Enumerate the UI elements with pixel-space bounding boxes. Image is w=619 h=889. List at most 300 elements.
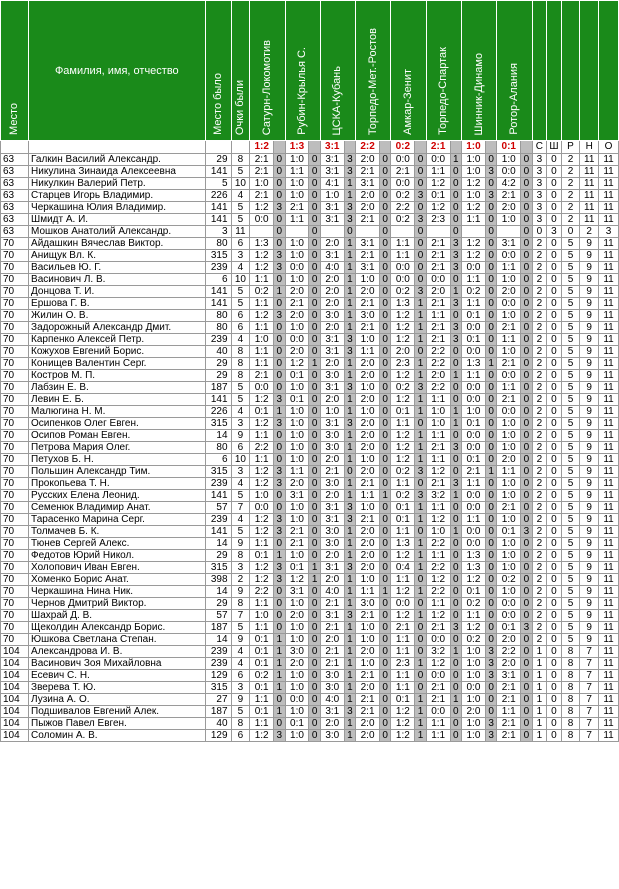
place-before-cell: 315	[205, 562, 231, 574]
header-blank-4	[580, 1, 599, 141]
stat-sh-cell: 0	[547, 370, 562, 382]
prediction-points-cell: 0	[274, 190, 285, 202]
stat-sh-cell: 0	[547, 310, 562, 322]
prediction-cell: 1:2	[250, 202, 274, 214]
header-points-before: Очки были	[231, 1, 250, 141]
prediction-points-cell: 3	[344, 334, 355, 346]
points-before-cell: 4	[231, 478, 250, 490]
points-before-cell: 3	[231, 418, 250, 430]
stat-sh-cell: 0	[547, 190, 562, 202]
prediction-points-cell: 0	[380, 538, 391, 550]
prediction-cell: 1:1	[391, 478, 415, 490]
stat-sh-cell: 0	[547, 154, 562, 166]
prediction-cell: 2:0	[320, 550, 344, 562]
prediction-points-cell: 3	[415, 382, 426, 394]
place-before-cell: 5	[205, 178, 231, 190]
prediction-points-cell: 3	[450, 298, 461, 310]
prediction-cell: 2:0	[356, 358, 380, 370]
prediction-points-cell: 0	[309, 538, 320, 550]
prediction-points-cell: 1	[344, 634, 355, 646]
stat-r-cell: 5	[561, 394, 580, 406]
stat-s-cell: 2	[532, 262, 547, 274]
prediction-cell: 2:0	[356, 286, 380, 298]
prediction-cell: 1:1	[497, 466, 521, 478]
prediction-cell: 2:1	[497, 190, 521, 202]
prediction-cell: 1:1	[426, 598, 450, 610]
prediction-points-cell: 3	[485, 190, 496, 202]
prediction-cell: 1:2	[462, 622, 486, 634]
prediction-cell: 1:0	[462, 154, 486, 166]
prediction-cell: 2:0	[426, 286, 450, 298]
prediction-points-cell: 3	[415, 490, 426, 502]
prediction-points-cell: 0	[274, 382, 285, 394]
prediction-cell: 0:0	[462, 682, 486, 694]
table-row	[1, 394, 619, 406]
stat-s-cell: 2	[532, 274, 547, 286]
stat-r-cell: 5	[561, 334, 580, 346]
stat-n-cell: 9	[580, 286, 599, 298]
prediction-cell: 2:0	[285, 478, 309, 490]
prediction-cell: 0:0	[497, 166, 521, 178]
prediction-cell: 2:1	[356, 214, 380, 226]
prediction-points-cell: 0	[521, 610, 532, 622]
prediction-points-cell: 0	[309, 154, 320, 166]
stat-o-cell: 11	[599, 250, 619, 262]
prediction-points-cell: 0	[309, 706, 320, 718]
name-cell: Задорожный Александр Дмит.	[29, 322, 206, 334]
prediction-cell: 0:0	[391, 274, 415, 286]
result-gap	[521, 141, 532, 154]
name-cell: Малюгина Н. М.	[29, 406, 206, 418]
prediction-cell: 2:1	[356, 694, 380, 706]
prediction-points-cell: 1	[380, 490, 391, 502]
stat-o-cell: 11	[599, 274, 619, 286]
prediction-points-cell: 0	[485, 502, 496, 514]
header-match-6: Торпедо-Спартак	[426, 1, 461, 141]
stat-r-cell: 8	[561, 682, 580, 694]
prediction-cell: 1:0	[497, 154, 521, 166]
prediction-points-cell: 0	[309, 346, 320, 358]
prediction-cell: 3:1	[320, 166, 344, 178]
prediction-cell: 1:2	[250, 310, 274, 322]
prediction-cell: 0:1	[462, 586, 486, 598]
place-cell: 70	[1, 346, 29, 358]
prediction-points-cell: 0	[521, 286, 532, 298]
points-before-cell: 9	[231, 694, 250, 706]
stat-sh-cell: 0	[547, 478, 562, 490]
prediction-cell: 0:1	[391, 406, 415, 418]
prediction-points-cell: 1	[415, 322, 426, 334]
prediction-cell: 3:1	[320, 214, 344, 226]
place-cell: 70	[1, 466, 29, 478]
prediction-cell: 2:1	[285, 298, 309, 310]
prediction-points-cell: 0	[485, 370, 496, 382]
prediction-points-cell: 1	[450, 286, 461, 298]
place-cell: 70	[1, 418, 29, 430]
prediction-cell: 3:0	[320, 538, 344, 550]
prediction-cell: 0:0	[426, 274, 450, 286]
prediction-points-cell: 3	[344, 154, 355, 166]
prediction-points-cell: 3	[485, 166, 496, 178]
prediction-points-cell: 0	[309, 286, 320, 298]
stat-n-cell: 11	[580, 190, 599, 202]
prediction-cell: 2:0	[320, 286, 344, 298]
place-cell: 63	[1, 214, 29, 226]
name-cell: Петухов Б. Н.	[29, 454, 206, 466]
prediction-points-cell: 0	[380, 550, 391, 562]
prediction-points-cell: 0	[415, 154, 426, 166]
stat-n-cell: 9	[580, 382, 599, 394]
results-empty	[205, 141, 231, 154]
table-row	[1, 430, 619, 442]
place-before-cell: 29	[205, 550, 231, 562]
stat-sh-cell: 0	[547, 598, 562, 610]
prediction-cell: 1:1	[250, 274, 274, 286]
prediction-cell: 1:0	[285, 322, 309, 334]
points-before-cell: 9	[231, 634, 250, 646]
prediction-points-cell: 0	[309, 370, 320, 382]
prediction-cell: 2:3	[391, 658, 415, 670]
prediction-cell: 0:1	[250, 658, 274, 670]
prediction-cell: 2:1	[285, 202, 309, 214]
stat-n-cell: 11	[580, 166, 599, 178]
prediction-cell: 0:1	[462, 310, 486, 322]
stat-sh-cell: 0	[547, 538, 562, 550]
prediction-points-cell: 3	[274, 394, 285, 406]
stat-s-cell: 2	[532, 526, 547, 538]
prediction-points-cell: 1	[415, 538, 426, 550]
prediction-cell: 3:1	[497, 238, 521, 250]
header-blank-2	[547, 1, 562, 141]
prediction-points-cell: 0	[309, 682, 320, 694]
stat-n-cell: 9	[580, 262, 599, 274]
prediction-points-cell: 3	[415, 466, 426, 478]
points-before-cell: 8	[231, 598, 250, 610]
place-before-cell: 141	[205, 394, 231, 406]
prediction-points-cell: 0	[309, 586, 320, 598]
prediction-points-cell: 0	[521, 346, 532, 358]
prediction-points-cell: 1	[344, 454, 355, 466]
prediction-cell: 0:0	[285, 334, 309, 346]
stat-s-cell: 2	[532, 586, 547, 598]
stat-r-cell: 5	[561, 454, 580, 466]
stat-o-cell: 11	[599, 298, 619, 310]
prediction-points-cell: 0	[521, 370, 532, 382]
prediction-cell: 0:1	[497, 526, 521, 538]
stat-r-cell: 2	[561, 214, 580, 226]
prediction-points-cell: 3	[274, 478, 285, 490]
prediction-cell: 1:2	[462, 574, 486, 586]
points-before-cell: 7	[231, 610, 250, 622]
stat-n-cell: 9	[580, 574, 599, 586]
stat-n-cell: 9	[580, 310, 599, 322]
prediction-cell: 2:0	[285, 610, 309, 622]
prediction-cell: 2:1	[426, 262, 450, 274]
prediction-points-cell: 0	[274, 502, 285, 514]
name-cell: Васильев Ю. Г.	[29, 262, 206, 274]
prediction-cell: 1:0	[285, 238, 309, 250]
prediction-points-cell: 0	[521, 262, 532, 274]
prediction-points-cell: 0	[309, 622, 320, 634]
prediction-points-cell: 3	[521, 526, 532, 538]
stat-sh-cell: 0	[547, 646, 562, 658]
prediction-cell: 1:1	[250, 538, 274, 550]
stat-s-cell: 2	[532, 286, 547, 298]
points-before-cell: 7	[231, 502, 250, 514]
table-row	[1, 622, 619, 634]
points-before-cell: 8	[231, 718, 250, 730]
prediction-points-cell: 0	[521, 202, 532, 214]
prediction-cell: 1:0	[285, 382, 309, 394]
prediction-points-cell: 1	[344, 670, 355, 682]
stat-sh-cell: 0	[547, 622, 562, 634]
place-cell: 70	[1, 298, 29, 310]
stat-n-cell: 9	[580, 322, 599, 334]
prediction-points-cell: 0	[309, 406, 320, 418]
prediction-cell: 0:1	[250, 646, 274, 658]
points-before-cell: 3	[231, 250, 250, 262]
place-before-cell: 129	[205, 670, 231, 682]
stat-o-cell: 11	[599, 526, 619, 538]
prediction-points-cell: 0	[450, 634, 461, 646]
prediction-points-cell: 0	[309, 262, 320, 274]
stat-o-cell: 11	[599, 598, 619, 610]
prediction-cell: 0:1	[250, 406, 274, 418]
table-row	[1, 190, 619, 202]
prediction-cell: 1:0	[462, 646, 486, 658]
stat-n-cell: 7	[580, 718, 599, 730]
prediction-cell: 1:2	[250, 262, 274, 274]
stat-sh-cell: 0	[547, 730, 562, 742]
header-match-3: ЦСКА-Кубань	[320, 1, 355, 141]
prediction-points-cell: 0	[450, 274, 461, 286]
prediction-points-cell: 0	[521, 334, 532, 346]
prediction-cell: 2:0	[462, 706, 486, 718]
table-row	[1, 670, 619, 682]
stat-sh-cell: 0	[547, 298, 562, 310]
prediction-cell: 2:0	[356, 370, 380, 382]
prediction-points-cell: 1	[344, 574, 355, 586]
prediction-cell: 1:2	[391, 430, 415, 442]
stat-n-cell: 9	[580, 334, 599, 346]
prediction-cell: 1:2	[391, 706, 415, 718]
stat-n-cell: 9	[580, 418, 599, 430]
header-place-before: Место было	[205, 1, 231, 141]
prediction-points-cell: 0	[485, 154, 496, 166]
name-cell: Лабзин Е. В.	[29, 382, 206, 394]
prediction-points-cell: 0	[380, 634, 391, 646]
prediction-points-cell: 0	[380, 190, 391, 202]
prediction-cell: 1:1	[250, 430, 274, 442]
prediction-cell: 2:1	[285, 538, 309, 550]
prediction-points-cell: 0	[521, 454, 532, 466]
table-row	[1, 610, 619, 622]
name-cell: Жилин О. В.	[29, 310, 206, 322]
place-before-cell: 239	[205, 262, 231, 274]
place-before-cell: 141	[205, 490, 231, 502]
prediction-cell: 1:1	[391, 634, 415, 646]
prediction-points-cell: 1	[344, 394, 355, 406]
prediction-points-cell: 0	[309, 490, 320, 502]
prediction-cell: 1:2	[285, 358, 309, 370]
prediction-cell: 1:0	[497, 586, 521, 598]
prediction-cell: 0:2	[462, 286, 486, 298]
stat-sh-cell: 0	[547, 658, 562, 670]
stat-s-cell: 2	[532, 334, 547, 346]
stat-s-cell: 1	[532, 646, 547, 658]
prediction-points-cell: 0	[521, 394, 532, 406]
place-cell: 70	[1, 358, 29, 370]
prediction-cell: 1:1	[250, 322, 274, 334]
prediction-cell: 0:1	[391, 694, 415, 706]
stat-r-cell: 0	[561, 226, 580, 238]
stat-r-cell: 5	[561, 538, 580, 550]
table-row	[1, 658, 619, 670]
prediction-points-cell: 3	[450, 238, 461, 250]
actual-result: 1:0	[462, 141, 486, 154]
place-before-cell: 14	[205, 430, 231, 442]
results-empty	[29, 141, 206, 154]
prediction-cell: 0:0	[497, 370, 521, 382]
prediction-points-cell: 0	[309, 226, 320, 238]
prediction-points-cell: 0	[274, 166, 285, 178]
prediction-points-cell: 0	[380, 454, 391, 466]
points-before-cell: 4	[231, 190, 250, 202]
prediction-points-cell: 0	[380, 166, 391, 178]
prediction-points-cell: 0	[415, 202, 426, 214]
table-row	[1, 166, 619, 178]
prediction-points-cell: 1	[344, 310, 355, 322]
prediction-points-cell: 0	[521, 718, 532, 730]
stat-n-cell: 9	[580, 562, 599, 574]
header-place: Место	[1, 1, 29, 141]
prediction-cell: 1:1	[391, 526, 415, 538]
prediction-points-cell: 0	[380, 418, 391, 430]
prediction-points-cell: 0	[485, 286, 496, 298]
prediction-points-cell: 0	[309, 442, 320, 454]
prediction-points-cell: 1	[274, 286, 285, 298]
stat-o-cell: 11	[599, 382, 619, 394]
prediction-points-cell: 1	[344, 358, 355, 370]
name-cell: Зверева Т. Ю.	[29, 682, 206, 694]
prediction-points-cell: 1	[485, 466, 496, 478]
prediction-cell: 1:0	[285, 550, 309, 562]
prediction-cell	[320, 226, 344, 238]
stat-s-cell: 1	[532, 730, 547, 742]
place-cell: 70	[1, 598, 29, 610]
prediction-cell: 1:1	[497, 334, 521, 346]
prediction-points-cell: 0	[380, 370, 391, 382]
prediction-cell: 2:0	[497, 286, 521, 298]
prediction-points-cell: 0	[274, 718, 285, 730]
prediction-points-cell: 0	[485, 478, 496, 490]
stat-s-cell: 2	[532, 382, 547, 394]
prediction-points-cell: 0	[415, 478, 426, 490]
place-cell: 70	[1, 262, 29, 274]
prediction-points-cell: 0	[415, 262, 426, 274]
prediction-points-cell: 0	[380, 154, 391, 166]
prediction-cell: 0:0	[462, 442, 486, 454]
prediction-points-cell: 3	[415, 286, 426, 298]
prediction-points-cell: 3	[450, 250, 461, 262]
prediction-cell: 1:1	[462, 478, 486, 490]
prediction-points-cell: 0	[380, 670, 391, 682]
prediction-points-cell: 0	[521, 214, 532, 226]
header-name: Фамилия, имя, отчество	[29, 1, 206, 141]
prediction-cell: 0:2	[250, 670, 274, 682]
prediction-cell: 1:0	[285, 430, 309, 442]
prediction-points-cell: 0	[380, 346, 391, 358]
prediction-points-cell: 1	[309, 574, 320, 586]
prediction-points-cell: 0	[309, 598, 320, 610]
points-before-cell: 6	[231, 310, 250, 322]
prediction-points-cell: 0	[380, 322, 391, 334]
prediction-cell: 2:1	[356, 166, 380, 178]
name-cell: Шахрай Д. В.	[29, 610, 206, 622]
stat-s-cell: 2	[532, 322, 547, 334]
stat-n-cell: 7	[580, 670, 599, 682]
prediction-points-cell: 0	[521, 418, 532, 430]
prediction-points-cell: 3	[344, 382, 355, 394]
prediction-cell: 1:1	[285, 466, 309, 478]
prediction-cell: 2:0	[320, 394, 344, 406]
prediction-points-cell: 0	[309, 430, 320, 442]
place-cell: 70	[1, 406, 29, 418]
stat-n-cell: 9	[580, 550, 599, 562]
prediction-points-cell: 0	[415, 622, 426, 634]
prediction-cell: 1:0	[356, 634, 380, 646]
prediction-points-cell: 0	[450, 202, 461, 214]
prediction-points-cell: 0	[380, 526, 391, 538]
prediction-cell: 1:0	[356, 334, 380, 346]
stat-sh-cell: 0	[547, 214, 562, 226]
actual-result: 1:3	[285, 141, 309, 154]
prediction-points-cell: 3	[415, 190, 426, 202]
prediction-points-cell: 0	[274, 442, 285, 454]
place-cell: 63	[1, 166, 29, 178]
prediction-cell: 2:0	[320, 718, 344, 730]
prediction-points-cell: 3	[274, 310, 285, 322]
prediction-cell: 2:0	[356, 730, 380, 742]
prediction-points-cell: 0	[485, 298, 496, 310]
name-cell: Шмидт А. И.	[29, 214, 206, 226]
prediction-cell: 1:1	[462, 214, 486, 226]
prediction-cell: 0:0	[462, 538, 486, 550]
name-cell: Есевич С. Н.	[29, 670, 206, 682]
prediction-points-cell: 0	[380, 502, 391, 514]
prediction-cell: 1:2	[391, 310, 415, 322]
prediction-points-cell: 0	[485, 430, 496, 442]
stat-sh-cell: 0	[547, 430, 562, 442]
prediction-points-cell: 1	[344, 286, 355, 298]
prediction-cell: 1:1	[391, 574, 415, 586]
name-cell: Карпенко Алексей Петр.	[29, 334, 206, 346]
stat-o-cell: 11	[599, 286, 619, 298]
table-row	[1, 226, 619, 238]
prediction-cell: 2:0	[356, 526, 380, 538]
stat-r-cell: 5	[561, 574, 580, 586]
prediction-cell: 2:2	[426, 538, 450, 550]
header-match-7: Шинник-Динамо	[462, 1, 497, 141]
stat-s-cell: 0	[532, 226, 547, 238]
name-cell: Соломин А. В.	[29, 730, 206, 742]
stat-s-cell: 2	[532, 454, 547, 466]
prediction-cell: 4:1	[320, 178, 344, 190]
points-before-cell: 5	[231, 286, 250, 298]
prediction-cell: 1:0	[356, 502, 380, 514]
prediction-points-cell: 0	[380, 706, 391, 718]
name-cell: Черкашина Нина Ник.	[29, 586, 206, 598]
